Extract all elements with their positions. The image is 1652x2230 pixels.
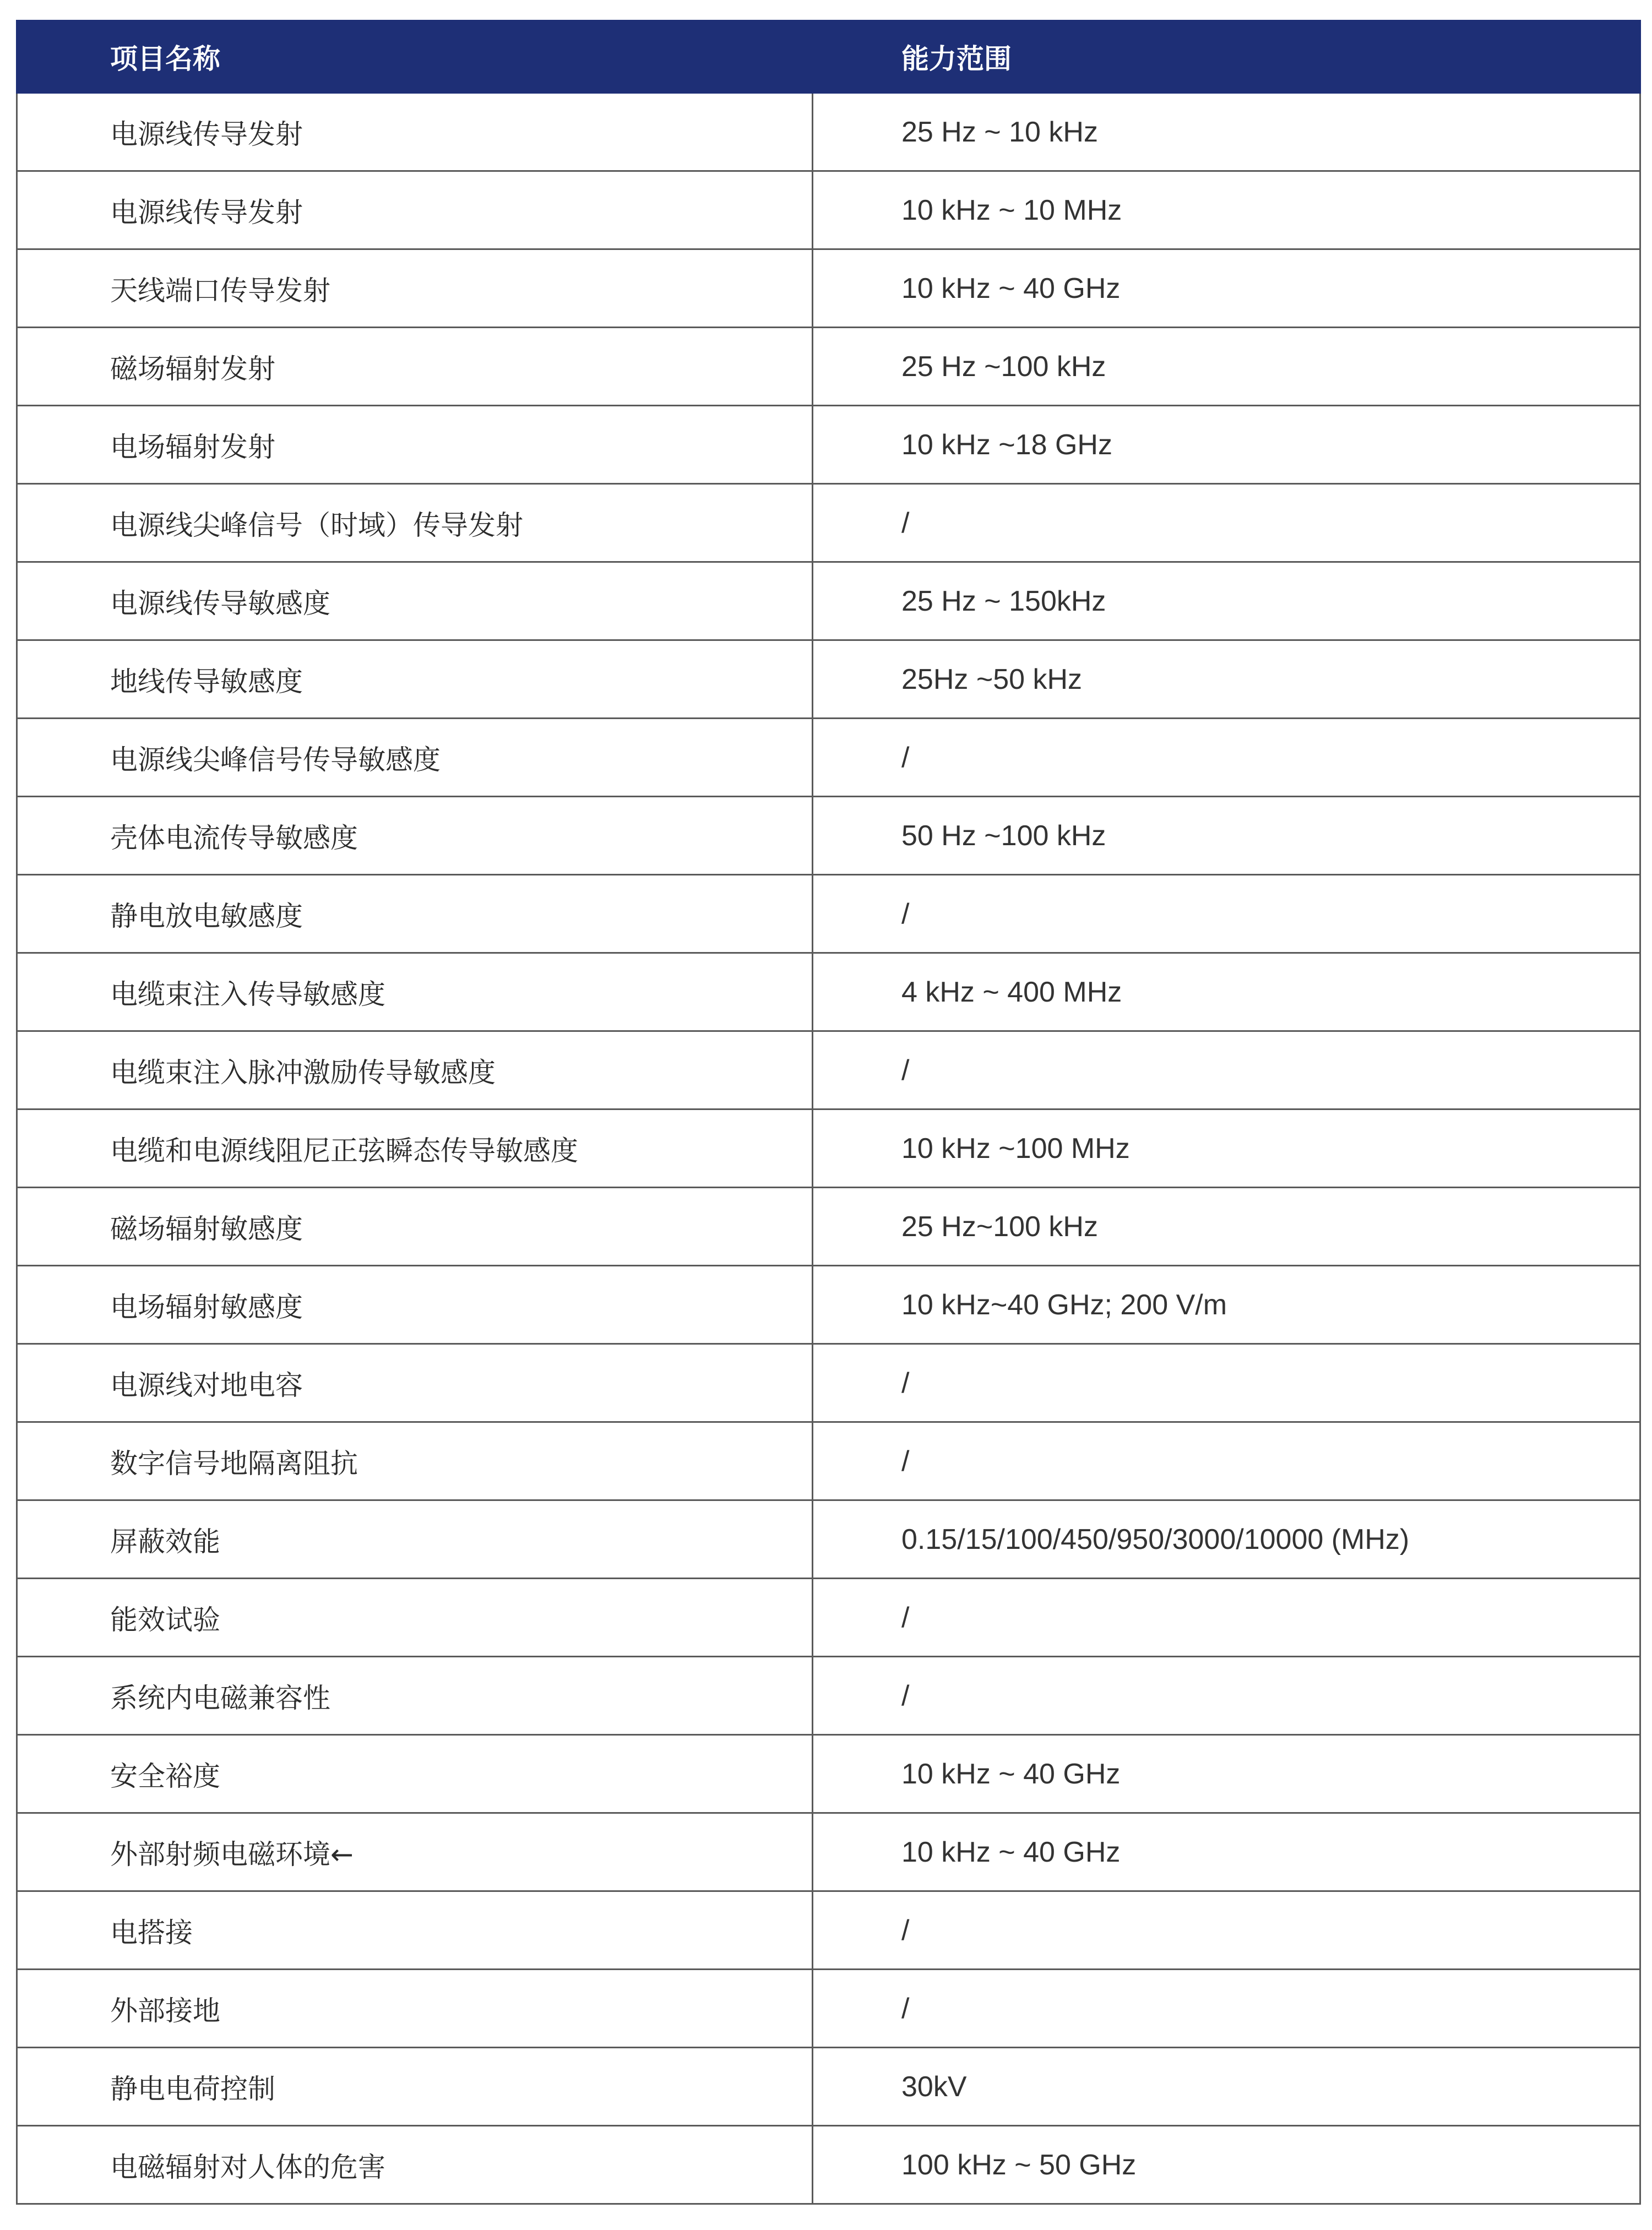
item-name-cell: 电缆束注入传导敏感度 (17, 953, 813, 1031)
table-row (17, 1422, 1640, 1500)
table-row (17, 1500, 1640, 1579)
item-name-cell: 电搭接 (17, 1891, 813, 1970)
item-name-cell: 电磁辐射对人体的危害 (17, 2126, 813, 2204)
capability-range-cell: 10 kHz ~ 10 MHz (813, 171, 1640, 249)
capability-range-cell: / (813, 875, 1640, 953)
item-name-cell: 天线端口传导发射 (17, 249, 813, 328)
table-row (17, 2126, 1640, 2204)
table-row (17, 1891, 1640, 1970)
capability-range-cell: / (813, 1579, 1640, 1657)
capability-range-cell: / (813, 1422, 1640, 1500)
table-body (17, 93, 1640, 2204)
capability-table-container (16, 20, 1639, 2205)
item-name-cell: 磁场辐射敏感度 (17, 1188, 813, 1266)
item-name-cell: 电源线对地电容 (17, 1344, 813, 1422)
header-item-name: 项目名称 (17, 21, 813, 93)
capability-range-cell: 30kV (813, 2048, 1640, 2126)
table-row (17, 328, 1640, 406)
item-name-cell: 屏蔽效能 (17, 1500, 813, 1579)
capability-range-cell: 25 Hz ~100 kHz (813, 328, 1640, 406)
capability-range-cell: / (813, 484, 1640, 562)
item-name-cell: 磁场辐射发射 (17, 328, 813, 406)
table-header-row (17, 21, 1640, 93)
table-row (17, 1188, 1640, 1266)
table-row (17, 1109, 1640, 1188)
table-row (17, 797, 1640, 875)
item-name-cell: 电源线传导发射 (17, 171, 813, 249)
item-name-cell: 壳体电流传导敏感度 (17, 797, 813, 875)
capability-range-cell: / (813, 1031, 1640, 1109)
item-name-cell: 能效试验 (17, 1579, 813, 1657)
capability-range-cell: 4 kHz ~ 400 MHz (813, 953, 1640, 1031)
table-row (17, 1970, 1640, 2048)
item-name-cell: 数字信号地隔离阻抗 (17, 1422, 813, 1500)
capability-range-cell: 10 kHz ~ 40 GHz (813, 1735, 1640, 1813)
table-row (17, 93, 1640, 171)
capability-range-cell: 25 Hz ~ 150kHz (813, 562, 1640, 640)
capability-range-cell: 25 Hz~100 kHz (813, 1188, 1640, 1266)
table-row (17, 406, 1640, 484)
table-row (17, 1657, 1640, 1735)
capability-range-cell: / (813, 1970, 1640, 2048)
item-name-cell: 电场辐射发射 (17, 406, 813, 484)
item-name-cell: 外部接地 (17, 1970, 813, 2048)
capability-range-cell: 0.15/15/100/450/950/3000/10000 (MHz) (813, 1500, 1640, 1579)
item-name-cell: 电缆和电源线阻尼正弦瞬态传导敏感度 (17, 1109, 813, 1188)
capability-range-cell: 25Hz ~50 kHz (813, 640, 1640, 719)
table-row (17, 640, 1640, 719)
table-row (17, 875, 1640, 953)
table-row (17, 249, 1640, 328)
capability-range-cell: 50 Hz ~100 kHz (813, 797, 1640, 875)
table-row (17, 562, 1640, 640)
capability-range-cell: / (813, 719, 1640, 797)
header-capability-range: 能力范围 (813, 21, 1640, 93)
capability-range-cell: 25 Hz ~ 10 kHz (813, 93, 1640, 171)
table-row (17, 719, 1640, 797)
item-name-cell: 电源线尖峰信号（时域）传导发射 (17, 484, 813, 562)
table-row (17, 1735, 1640, 1813)
capability-range-cell: / (813, 1344, 1640, 1422)
item-name-cell: 电源线传导发射 (17, 93, 813, 171)
table-row (17, 1813, 1640, 1891)
capability-table (16, 20, 1641, 2205)
item-name-cell: 静电放电敏感度 (17, 875, 813, 953)
item-name-cell: 电源线尖峰信号传导敏感度 (17, 719, 813, 797)
capability-range-cell: 10 kHz ~ 40 GHz (813, 1813, 1640, 1891)
table-row (17, 2048, 1640, 2126)
table-row (17, 171, 1640, 249)
capability-range-cell: 10 kHz ~18 GHz (813, 406, 1640, 484)
capability-range-cell: 10 kHz~40 GHz; 200 V/m (813, 1266, 1640, 1344)
item-name-cell: 电缆束注入脉冲激励传导敏感度 (17, 1031, 813, 1109)
item-name-cell: 安全裕度 (17, 1735, 813, 1813)
table-row (17, 1031, 1640, 1109)
item-name-cell: 电源线传导敏感度 (17, 562, 813, 640)
capability-range-cell: / (813, 1891, 1640, 1970)
capability-range-cell: 10 kHz ~100 MHz (813, 1109, 1640, 1188)
item-name-cell: 外部射频电磁环境← (17, 1813, 813, 1891)
table-row (17, 1344, 1640, 1422)
table-row (17, 484, 1640, 562)
item-name-cell: 系统内电磁兼容性 (17, 1657, 813, 1735)
item-name-cell: 电场辐射敏感度 (17, 1266, 813, 1344)
capability-range-cell: / (813, 1657, 1640, 1735)
capability-range-cell: 100 kHz ~ 50 GHz (813, 2126, 1640, 2204)
table-row (17, 1266, 1640, 1344)
capability-range-cell: 10 kHz ~ 40 GHz (813, 249, 1640, 328)
item-name-cell: 静电电荷控制 (17, 2048, 813, 2126)
table-row (17, 1579, 1640, 1657)
item-name-cell: 地线传导敏感度 (17, 640, 813, 719)
table-row (17, 953, 1640, 1031)
